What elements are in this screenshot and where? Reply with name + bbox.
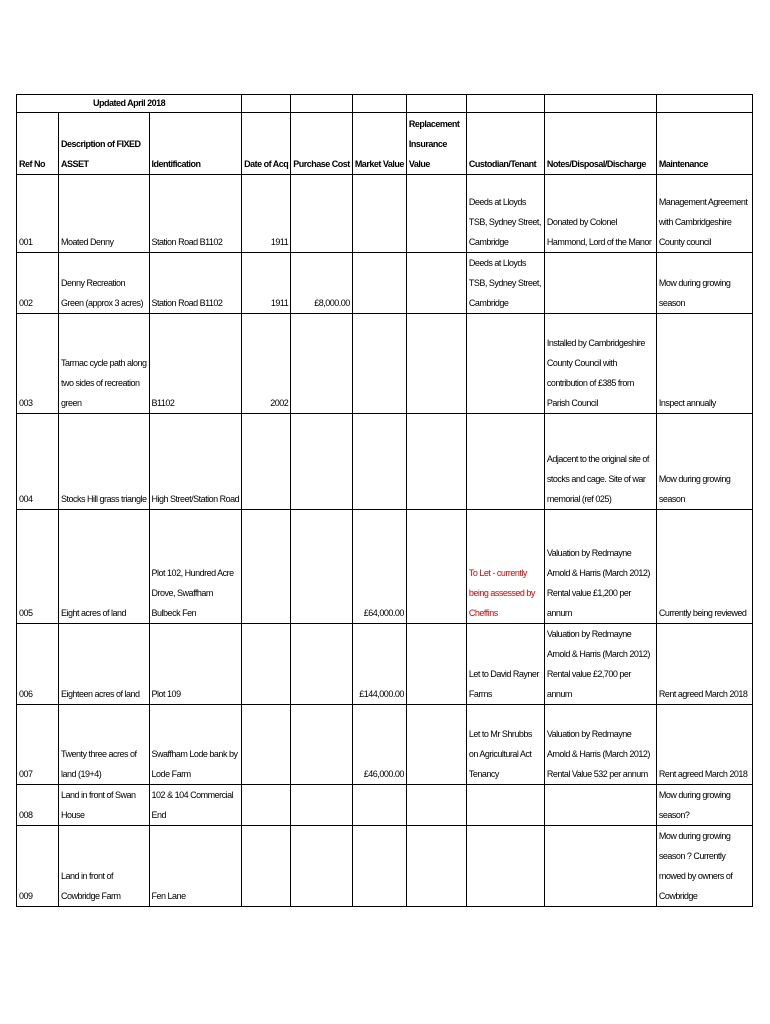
cell-purchase — [291, 705, 353, 785]
cell-ident: Station Road B1102 — [149, 175, 242, 253]
cell-ref: 008 — [17, 785, 59, 826]
cell-maint: Mow during growing season — [656, 253, 752, 314]
cell-ref: 006 — [17, 624, 59, 705]
cell-date: 1911 — [242, 253, 291, 314]
cell-purchase — [291, 785, 353, 826]
cell-purchase — [291, 314, 353, 414]
cell-date: 1911 — [242, 175, 291, 253]
cell-notes — [544, 253, 656, 314]
cell-insurance — [406, 414, 466, 510]
cell-ident: Plot 109 — [149, 624, 242, 705]
cell-custodian — [466, 826, 544, 907]
cell-desc: Eighteen acres of land — [59, 624, 150, 705]
header-insurance: Replacement Insurance Value — [406, 113, 466, 175]
cell-notes: Installed by Cambridgeshire County Council with contribution of £385 from Parish Council — [544, 314, 656, 414]
cell-date — [242, 705, 291, 785]
table-row — [17, 175, 753, 253]
cell-insurance — [406, 785, 466, 826]
cell-ident: Plot 102, Hundred Acre Drove, Swaffham Bulbeck Fen — [149, 510, 242, 624]
cell-market — [352, 175, 406, 253]
cell-notes: Valuation by Redmayne Arnold & Harris (March 2012) Rental value £2,700 per annum — [544, 624, 656, 705]
cell-maint: Inspect annually — [656, 314, 752, 414]
cell-custodian — [466, 785, 544, 826]
cell-purchase: £8,000.00 — [291, 253, 353, 314]
table-row — [17, 510, 753, 624]
header-custodian: Custodian/Tenant — [466, 113, 544, 175]
cell-ref: 003 — [17, 314, 59, 414]
title-row — [17, 95, 753, 113]
cell-ref: 002 — [17, 253, 59, 314]
cell-ident: B1102 — [149, 314, 242, 414]
cell-ref: 007 — [17, 705, 59, 785]
cell-custodian — [466, 510, 544, 624]
table-row — [17, 314, 753, 414]
table-row — [17, 414, 753, 510]
cell-desc: Land in front of Swan House — [59, 785, 150, 826]
header-ident: Identification — [149, 113, 242, 175]
updated-label: Updated April 2018 — [17, 95, 242, 113]
cell-desc: Denny Recreation Green (approx 3 acres) — [59, 253, 150, 314]
cell-custodian — [466, 314, 544, 414]
table-row — [17, 785, 753, 826]
cell-market — [352, 253, 406, 314]
cell-purchase — [291, 826, 353, 907]
cell-insurance — [406, 510, 466, 624]
cell-insurance — [406, 624, 466, 705]
cell-maint: Rent agreed March 2018 — [656, 624, 752, 705]
cell-date — [242, 414, 291, 510]
header-row — [17, 113, 753, 175]
cell-custodian: Let to David Rayner Farms — [466, 624, 544, 705]
cell-market — [352, 826, 406, 907]
cell-ident: Station Road B1102 — [149, 253, 242, 314]
cell-notes: Valuation by Redmayne Arnold & Harris (March 2012) Rental value £1,200 per annum — [544, 510, 656, 624]
cell-custodian: Deeds at Lloyds TSB, Sydney Street, Cambridge — [466, 175, 544, 253]
cell-ref: 009 — [17, 826, 59, 907]
cell-insurance — [406, 175, 466, 253]
header-ref: Ref No — [17, 113, 59, 175]
cell-date — [242, 624, 291, 705]
cell-insurance — [406, 314, 466, 414]
cell-notes: Donated by Colonel Hammond, Lord of the Manor — [544, 175, 656, 253]
cell-custodian — [466, 414, 544, 510]
cell-maint: Mow during growing season ? Currently mowed by owners of Cowbridge — [656, 826, 752, 907]
cell-ident: 102 & 104 Commercial End — [149, 785, 242, 826]
table-row — [17, 624, 753, 705]
cell-market — [352, 414, 406, 510]
cell-ref: 004 — [17, 414, 59, 510]
cell-desc: Eight acres of land — [59, 510, 150, 624]
table-row — [17, 705, 753, 785]
cell-desc: Tarmac cycle path along two sides of recreation green — [59, 314, 150, 414]
table-row — [17, 253, 753, 314]
cell-notes: Adjacent to the original site of stocks and cage. Site of war memorial (ref 025) — [544, 414, 656, 510]
cell-notes — [544, 785, 656, 826]
cell-ident: Swaffham Lode bank by Lode Farm — [149, 705, 242, 785]
custodian-alert-text: To Let - currently being assessed by Cheffins — [468, 568, 535, 618]
cell-desc: Land in front of Cowbridge Farm — [59, 826, 150, 907]
cell-purchase — [291, 175, 353, 253]
header-maint: Maintenance — [656, 113, 752, 175]
cell-market — [352, 785, 406, 826]
cell-market: £144,000.00 — [352, 624, 406, 705]
cell-maint: Rent agreed March 2018 — [656, 705, 752, 785]
cell-date — [242, 785, 291, 826]
cell-ref: 005 — [17, 510, 59, 624]
cell-maint: Mow during growing season? — [656, 785, 752, 826]
cell-market: £64,000.00 — [352, 510, 406, 624]
cell-insurance — [406, 253, 466, 314]
cell-insurance — [406, 705, 466, 785]
cell-notes — [544, 826, 656, 907]
asset-register-table — [16, 94, 753, 907]
cell-date — [242, 826, 291, 907]
cell-maint: Currently being reviewed — [656, 510, 752, 624]
cell-ref: 001 — [17, 175, 59, 253]
table-row — [17, 826, 753, 907]
cell-notes: Valuation by Redmayne Arnold & Harris (March 2012) Rental Value 532 per annum — [544, 705, 656, 785]
cell-market — [352, 314, 406, 414]
cell-custodian: Deeds at Lloyds TSB, Sydney Street, Cambridge — [466, 253, 544, 314]
header-market: Market Value — [352, 113, 406, 175]
cell-custodian: Let to Mr Shrubbs on Agricultural Act Tenancy — [466, 705, 544, 785]
header-notes: Notes/Disposal/Discharge — [544, 113, 656, 175]
cell-date: 2002 — [242, 314, 291, 414]
cell-market: £46,000.00 — [352, 705, 406, 785]
cell-purchase — [291, 510, 353, 624]
header-date: Date of Acq — [242, 113, 291, 175]
cell-ident: Fen Lane — [149, 826, 242, 907]
header-purchase: Purchase Cost — [291, 113, 353, 175]
cell-ident: High Street/Station Road — [149, 414, 242, 510]
cell-date — [242, 510, 291, 624]
header-desc: Description of FIXED ASSET — [59, 113, 150, 175]
cell-purchase — [291, 414, 353, 510]
cell-maint: Mow during growing season — [656, 414, 752, 510]
cell-purchase — [291, 624, 353, 705]
cell-desc: Twenty three acres of land (19+4) — [59, 705, 150, 785]
cell-desc: Stocks Hill grass triangle — [59, 414, 150, 510]
cell-insurance — [406, 826, 466, 907]
cell-maint: Management Agreement with Cambridgeshire County council — [656, 175, 752, 253]
cell-desc: Moated Denny — [59, 175, 150, 253]
